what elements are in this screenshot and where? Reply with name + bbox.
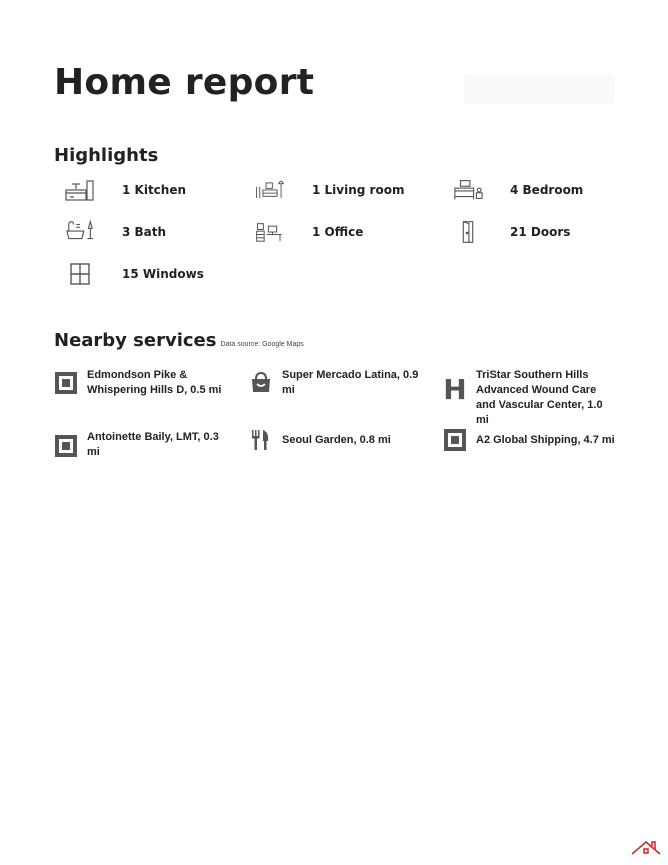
bath-icon	[65, 219, 95, 245]
service-label: Edmondson Pike & Whispering Hills D, 0.5 mi	[87, 369, 222, 396]
highlight-bedroom	[453, 176, 653, 204]
service-label: TriStar Southern Hills Advanced Wound Care and Vascular Center, 1.0 mi	[476, 369, 603, 426]
door-icon	[453, 219, 483, 245]
highlight-living-room	[255, 176, 455, 204]
house-logo-icon	[630, 837, 662, 862]
square-marker-icon	[54, 434, 78, 458]
highlight-office	[255, 218, 455, 246]
data-source-note: Data source: Google Maps	[220, 341, 304, 348]
office-icon	[255, 219, 285, 245]
shopping-bag-icon	[249, 370, 273, 394]
service-label: Super Mercado Latina, 0.9 mi	[282, 369, 419, 396]
nearby-heading-text: Nearby services	[54, 330, 217, 351]
highlights-heading: Highlights	[54, 145, 159, 166]
square-marker-icon	[54, 371, 78, 395]
highlight-label: 21 Doors	[510, 225, 571, 239]
square-marker-icon	[443, 428, 467, 452]
title-placeholder	[464, 74, 614, 104]
highlight-bath	[65, 218, 265, 246]
highlight-label: 15 Windows	[122, 267, 204, 281]
highlight-label: 1 Office	[312, 225, 364, 239]
service-label: A2 Global Shipping, 4.7 mi	[476, 434, 615, 446]
restaurant-icon	[249, 428, 273, 452]
bedroom-icon	[453, 177, 483, 203]
highlight-label: 1 Living room	[312, 183, 405, 197]
page-title: Home report	[54, 62, 315, 103]
highlight-label: 4 Bedroom	[510, 183, 584, 197]
window-icon	[65, 261, 95, 287]
hospital-icon: H	[443, 373, 467, 406]
highlight-windows	[65, 260, 265, 288]
service-label: Seoul Garden, 0.8 mi	[282, 434, 391, 446]
living-room-icon	[255, 177, 285, 203]
highlight-label: 3 Bath	[122, 225, 167, 239]
service-label: Antoinette Baily, LMT, 0.3 mi	[87, 431, 219, 458]
highlight-kitchen	[65, 176, 265, 204]
highlight-doors	[453, 218, 653, 246]
nearby-heading	[54, 330, 304, 351]
kitchen-icon	[65, 177, 95, 203]
highlight-label: 1 Kitchen	[122, 183, 187, 197]
